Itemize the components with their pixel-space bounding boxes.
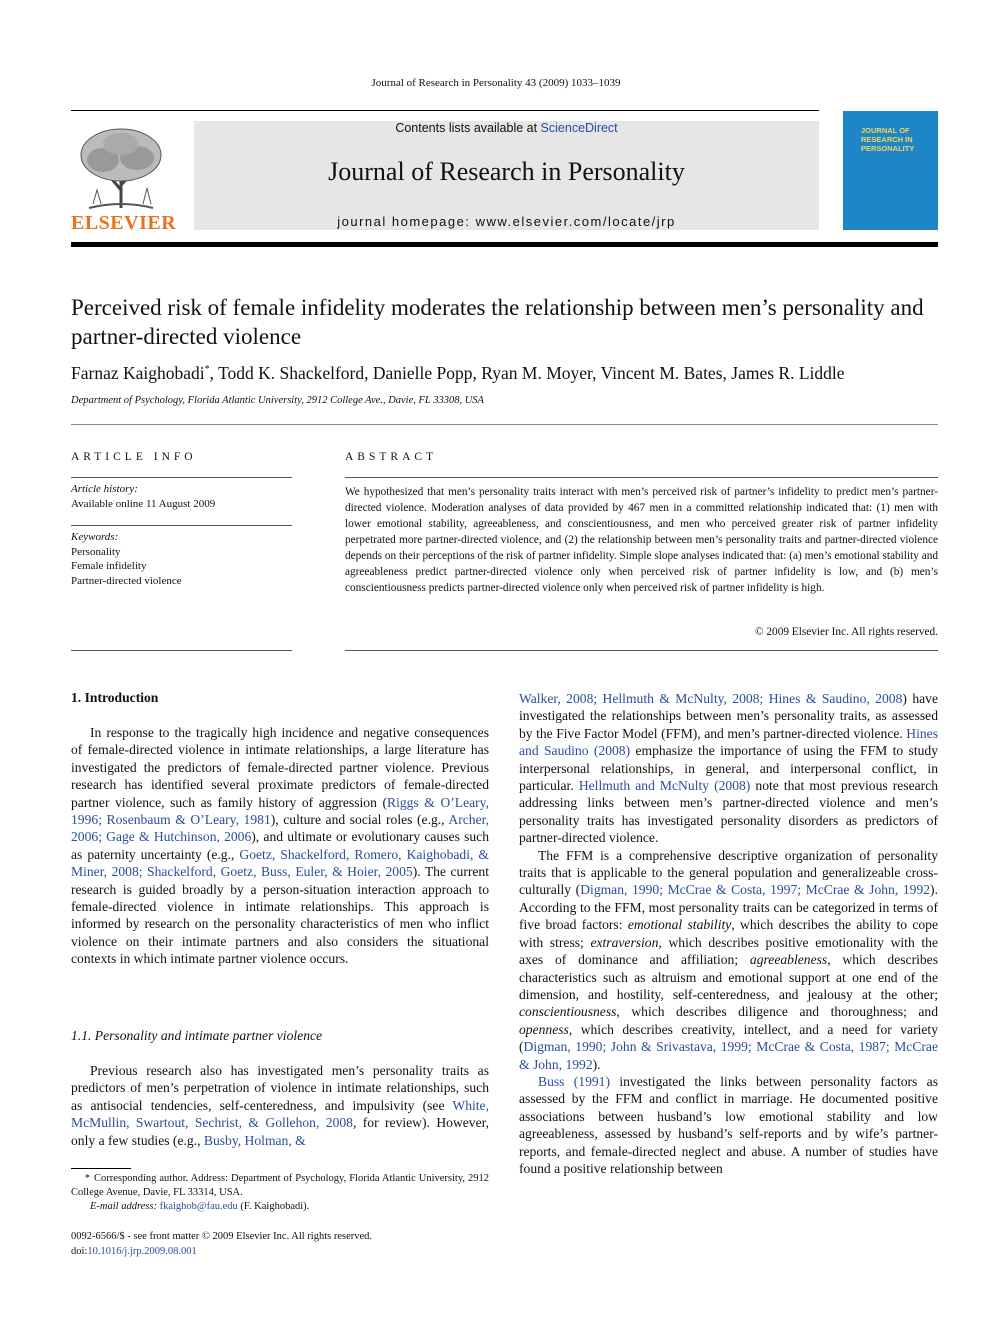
citation-link[interactable]: White, McMullin, Swartout, Sechrist, & Gollehon, 2008 (71, 1097, 489, 1131)
elsevier-wordmark: ELSEVIER (71, 212, 177, 234)
paragraph (519, 847, 938, 1073)
text-run: Previous research also has investigated men’s personality traits as predictors of men’s perpetration of violence in intimate relationships, such as antisocial tendencies, self-centeredness, and impulsivity (see (71, 1063, 489, 1113)
footnote-mark: * (84, 1173, 90, 1184)
keyword: Personality (71, 545, 121, 558)
paragraph (519, 690, 938, 847)
abstract-copyright: © 2009 Elsevier Inc. All rights reserved. (754, 626, 938, 638)
citation-link[interactable]: Buss (1991) (538, 1073, 611, 1089)
article-info-rule-bottom (71, 650, 292, 651)
doi-link[interactable]: 10.1016/j.jrp.2009.08.001 (87, 1245, 197, 1257)
author-3[interactable]: Danielle Popp (372, 363, 473, 383)
affiliation: Department of Psychology, Florida Atlantic University, 2912 College Ave., Davie, FL 33308, USA (71, 395, 484, 406)
footnote-corresponding: Corresponding author. Address: Department of Psychology, Florida Atlantic University, 2912 College Avenue, Davie, FL 33314, USA. (71, 1173, 489, 1198)
footnote (71, 1172, 489, 1214)
paragraph (71, 724, 489, 968)
author-6[interactable]: James R. Liddle (731, 363, 845, 383)
history-label: Article history: (71, 483, 138, 495)
top-rule (71, 110, 819, 111)
text-run: note that most previous research addressing links between men’s partner-directed violence and men’s personality traits has investigated personality disorders as predictors of partner-directed violence. (519, 778, 939, 846)
keyword: Female infidelity (71, 560, 147, 572)
journal-reference: Journal of Research in Personality 43 (2009) 1033–1039 (371, 77, 621, 89)
italic-term: openness (519, 1021, 569, 1037)
text-run: ). According to the FFM, most personality traits can be categorized in terms of five broad factors: (519, 882, 938, 933)
paragraph (71, 1062, 489, 1149)
text-run: , for review). However, only a few studies (e.g., (71, 1115, 490, 1148)
text-run: ). (592, 1056, 601, 1072)
article-info-heading: ARTICLE INFO (71, 451, 197, 463)
author-list: Farnaz Kaighobadi*, Todd K. Shackelford, Danielle Popp, Ryan M. Moyer, Vincent M. Bates, James R. Liddle (71, 363, 845, 383)
article-info-rule-mid (71, 525, 292, 526)
contents-prefix: Contents lists available at (395, 121, 541, 135)
author-2[interactable]: Todd K. Shackelford (218, 363, 365, 383)
article-history (71, 482, 292, 511)
text-run: ), culture and social roles (e.g., (270, 812, 449, 828)
email-label: E-mail address: (90, 1201, 157, 1212)
text-run: investigated the links between personality factors as assessed by the FFM and conflict in marriage. He documented positive associations between husband’s low emotional stability and low agreeableness, assessed by husband’s self-reports and by wife’s partner-reports, and female-directed neglect and abuse. A number of studies have found a positive relationship between (519, 1073, 938, 1176)
abstract-rule-bottom (345, 650, 938, 651)
article-title: Perceived risk of female infidelity moderates the relationship between men’s personality and partner-directed violence (71, 295, 924, 349)
cover-title: JOURNAL OF RESEARCH IN PERSONALITY (861, 126, 915, 153)
header-thick-rule (71, 242, 938, 247)
text-run: , which describes diligence and thoroughness; and (616, 1004, 938, 1020)
citation-link[interactable]: Riggs & O’Leary, 1996; Rosenbaum & O’Leary, 1981 (71, 794, 489, 828)
contents-line (194, 121, 819, 135)
footnote-rule (71, 1168, 131, 1169)
citation-link[interactable]: Hines and Saudino (2008) (519, 725, 938, 759)
history-value: Available online 11 August 2009 (71, 497, 216, 510)
homepage-url[interactable]: www.elsevier.com/locate/jrp (475, 214, 676, 229)
doi-label: doi: (71, 1245, 88, 1257)
left-column-intro (71, 724, 489, 968)
section-heading-introduction: 1. Introduction (71, 690, 159, 705)
citation-link[interactable]: Archer, 2006; Gage & Hutchinson, 2006 (71, 812, 489, 845)
journal-homepage (194, 214, 819, 229)
text-run: emphasize the importance of using the FFM to study interpersonal relationships, in general, and interpersonal conflict, in particular. (519, 743, 938, 794)
affiliation-rule (71, 424, 938, 425)
text-run: , which describes positive emotionality with the axes of dominance and affiliation; (519, 934, 939, 968)
citation-link[interactable]: Digman, 1990; John & Srivastava, 1999; McCrae & Costa, 1987; McCrae & John, 1992 (519, 1039, 938, 1072)
abstract-heading: ABSTRACT (345, 451, 438, 463)
email-link[interactable]: fkaighob@fau.edu (159, 1201, 238, 1212)
italic-term: agreeableness (749, 952, 828, 968)
paragraph (519, 1073, 938, 1177)
citation-link[interactable]: Digman, 1990; McCrae & Costa, 1997; McCrae & John, 1992 (580, 882, 931, 898)
italic-term: emotional stability (627, 917, 732, 933)
italic-term: conscientiousness (519, 1004, 617, 1020)
corresponding-mark[interactable]: * (204, 364, 210, 376)
left-column-subsection (71, 1062, 489, 1149)
text-run: , which describes characteristics such as altruism and emotional support at one end of the dimension, and hostility, self-centeredness, and jealousy at the other; (519, 952, 938, 1002)
subsection-heading: 1.1. Personality and intimate partner violence (71, 1028, 323, 1043)
author-4[interactable]: Ryan M. Moyer (481, 363, 593, 383)
text-run: ) have investigated the relationships between men’s personality traits, as assessed by the Five Factor Model (FFM), and men’s partner-directed violence. (519, 691, 938, 741)
homepage-prefix: journal homepage: (337, 214, 476, 229)
keywords (71, 530, 292, 588)
text-run: ), and ultimate or evolutionary causes such as paternity uncertainty (e.g., (71, 829, 489, 862)
right-column (519, 690, 938, 1177)
text-run: The FFM is a comprehensive descriptive organization of personality traits that is applicable to the general population and generalizeable cross-culturally ( (519, 847, 938, 898)
issn-line: 0092-6566/$ - see front matter © 2009 Elsevier Inc. All rights reserved. (71, 1231, 373, 1242)
keyword: Partner-directed violence (71, 574, 182, 587)
citation-link[interactable]: Goetz, Shackelford, Romero, Kaighobadi, & Miner, 2008; Shackelford, Goetz, Buss, Euler, & Hoier, 2005 (71, 846, 489, 880)
email-suffix: (F. Kaighobadi). (240, 1201, 310, 1212)
citation-link[interactable]: Hellmuth and McNulty (2008) (578, 778, 751, 794)
text-run: , which describes the ability to cope with stress; (519, 917, 938, 950)
author-1[interactable]: Farnaz Kaighobadi (71, 363, 205, 383)
sciencedirect-link[interactable]: ScienceDirect (540, 121, 618, 135)
abstract-rule-top (345, 477, 938, 478)
front-matter-info (71, 1230, 489, 1259)
italic-term: extraversion (590, 934, 659, 950)
text-run: ). The current research is guided broadly by a person-situation interaction approach to female-directed violence in intimate relationships. This approach is informed by research on the personality characteristics of men who inflict violence on their intimate partners and also considers the situational contexts in which intimate partner violence occurs. (71, 864, 489, 967)
abstract-text: We hypothesized that men’s personality traits interact with men’s perceived risk of partner’s infidelity to predict men’s partner-directed violence. Moderation analyses of data provided by 467 men in a committed relationship indicated that: (1) men with lower emotional stability, agreeableness, and conscientiousness, and men who perceived greater risk of partner infidelity perpetrated more partner-directed violence, and (2) the relationship between men’s personality traits and partner-directed violence depends on their perceptions of the risk of partner infidelity. Simple slope analyses indicated that: (a) men’s emotional stability and agreeableness predict partner-directed violence only when perceived risk of partner infidelity is low, and (b) men’s conscientiousness predicts partner-directed violence only when perceived risk of partner infidelity is high. (345, 486, 938, 594)
citation-link[interactable]: Busby, Holman, & (203, 1132, 306, 1148)
article-info-rule-top (71, 477, 292, 478)
keywords-label: Keywords: (71, 531, 119, 543)
citation-link[interactable]: Walker, 2008; Hellmuth & McNulty, 2008; Hines & Saudino, 2008 (519, 691, 903, 706)
text-run: , which describes creativity, intellect, and a need for variety ( (519, 1021, 938, 1055)
text-run: In response to the tragically high incidence and negative consequences of female-directed violence in intimate relationships, a large literature has investigated the predictors of female-directed partner violence. Previous research has identified several proximate predictors of female-directed partner violence, such as family history of aggression ( (71, 725, 489, 810)
tree-icon (81, 129, 161, 208)
journal-title: Journal of Research in Personality (328, 157, 685, 186)
author-5[interactable]: Vincent M. Bates (600, 363, 723, 383)
